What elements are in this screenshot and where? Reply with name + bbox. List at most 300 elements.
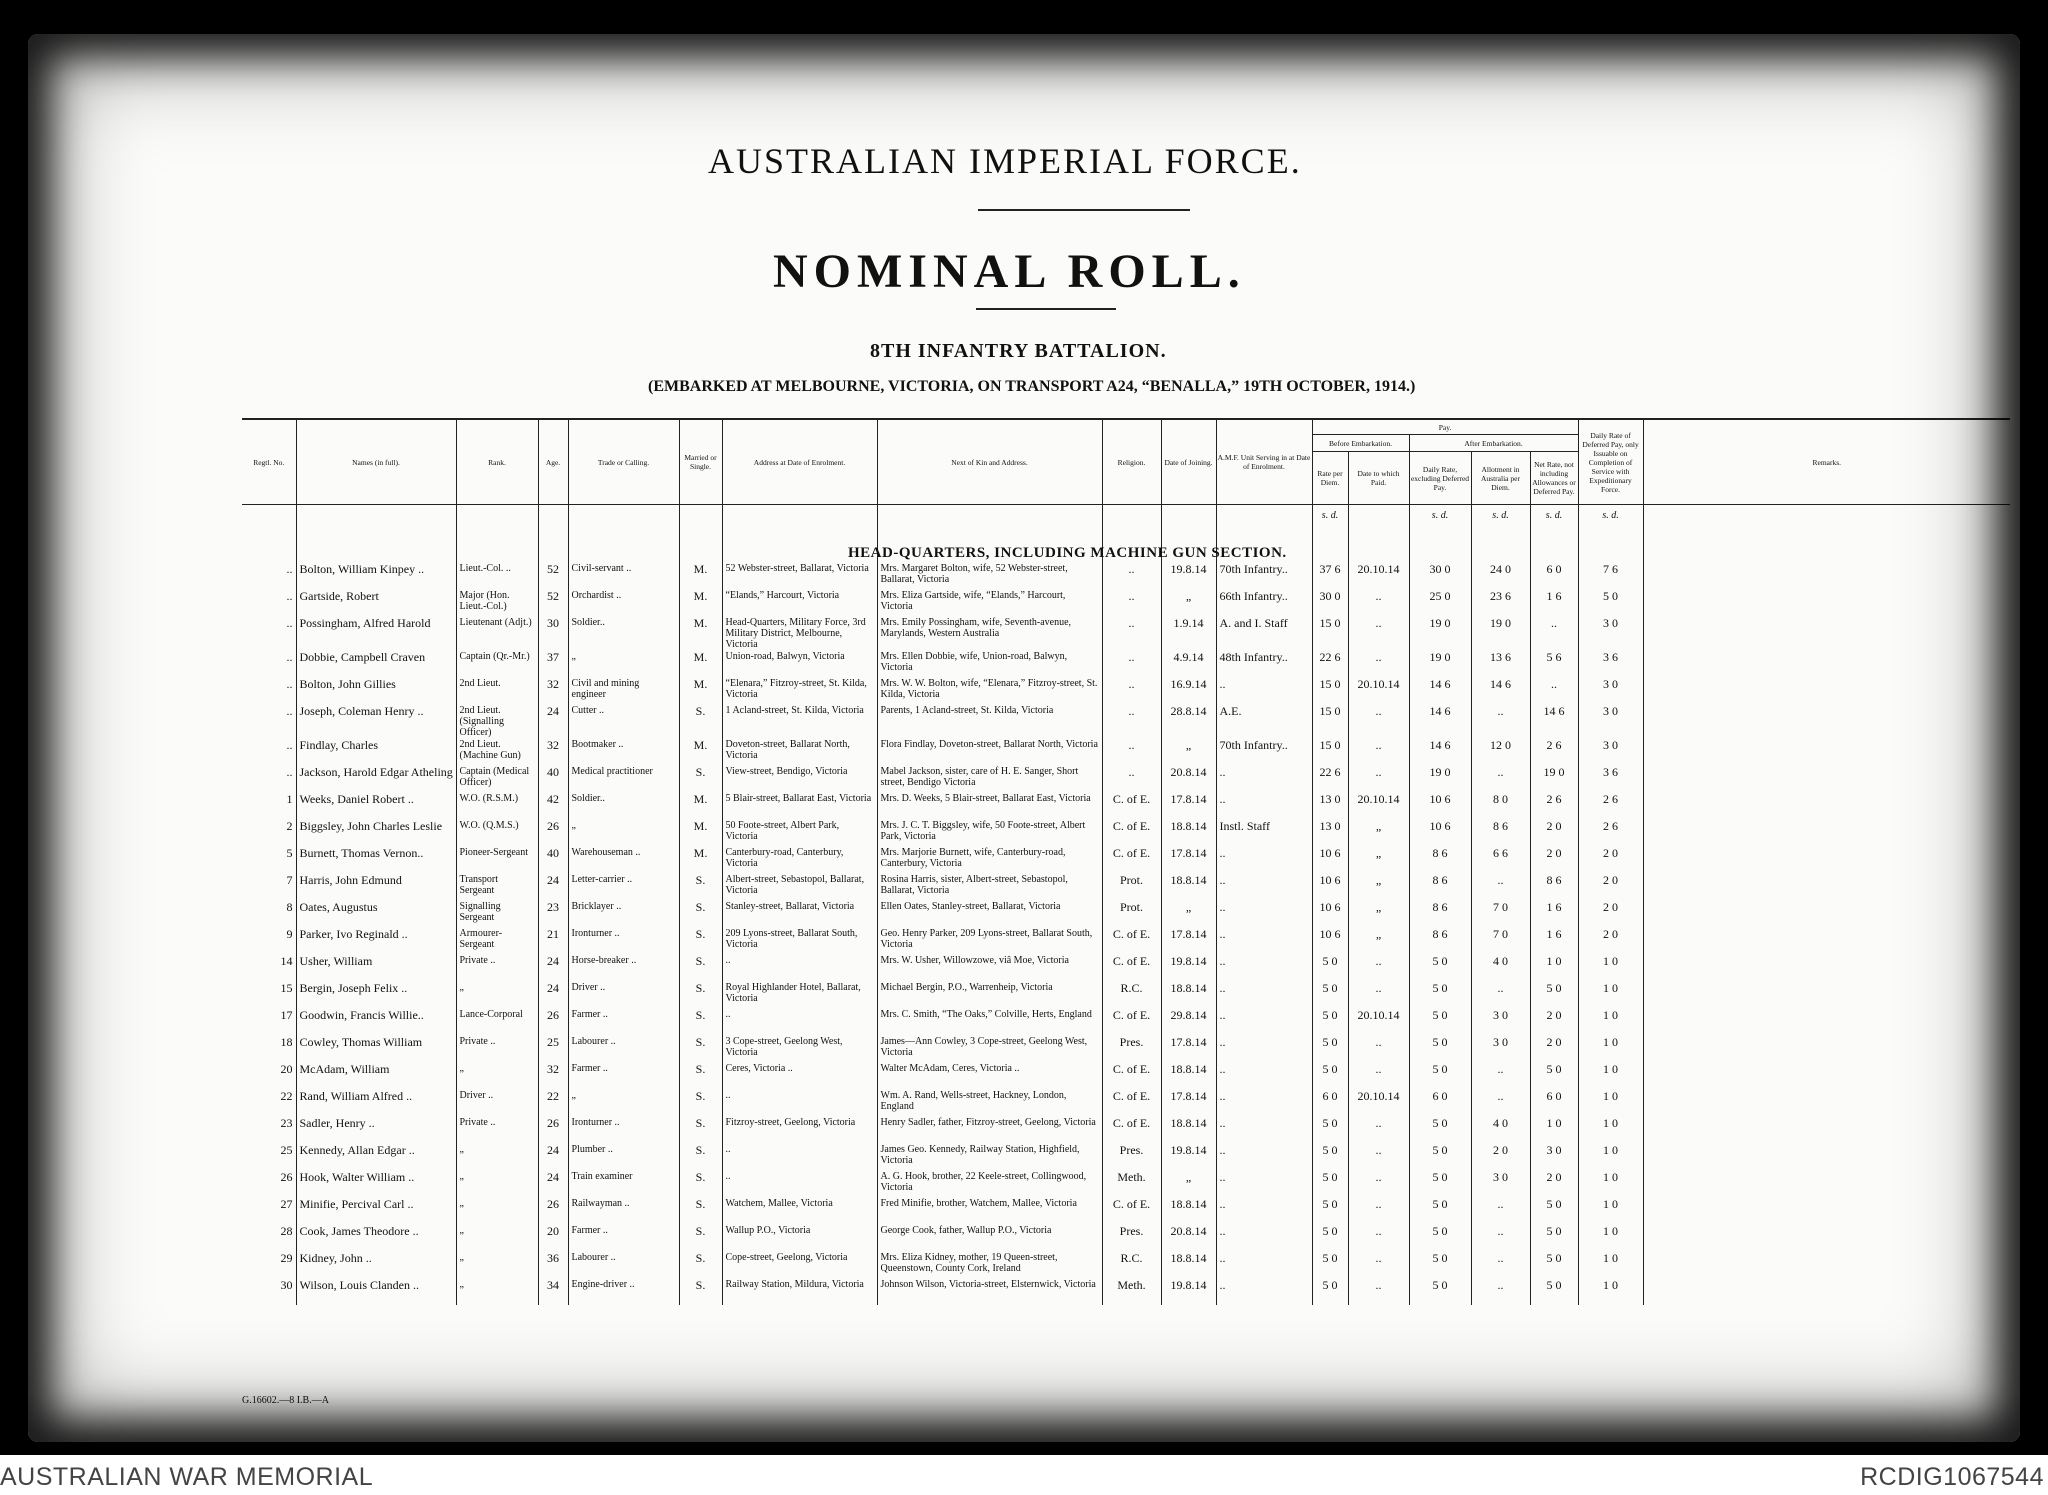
cell-rank: „ xyxy=(456,1197,538,1224)
cell-rate: 10 6 xyxy=(1312,927,1348,954)
cell-daily: 8 6 xyxy=(1409,873,1471,900)
cell-address: .. xyxy=(722,954,877,981)
table-row xyxy=(242,650,2010,677)
cell-remarks xyxy=(1643,1224,2010,1251)
table-row xyxy=(242,1143,2010,1170)
cell-name: McAdam, William xyxy=(296,1062,456,1089)
cell-remarks xyxy=(1643,1062,2010,1089)
cell-trade: Cutter .. xyxy=(568,704,679,738)
cell-allot: 12 0 xyxy=(1471,738,1530,765)
cell-allot: 6 6 xyxy=(1471,846,1530,873)
cell-address: “Elenara,” Fitzroy-street, St. Kilda, Victoria xyxy=(722,677,877,704)
cell-remarks xyxy=(1643,1278,2010,1305)
cell-unit: .. xyxy=(1216,900,1312,927)
cell-def: 5 0 xyxy=(1578,589,1643,616)
cell-paid: „ xyxy=(1348,927,1409,954)
cell-daily: 5 0 xyxy=(1409,1197,1471,1224)
cell-net: 5 0 xyxy=(1530,1062,1578,1089)
cell-no: .. xyxy=(286,562,293,576)
cell-remarks xyxy=(1643,1197,2010,1224)
cell-paid: 20.10.14 xyxy=(1348,1089,1409,1116)
cell-paid: .. xyxy=(1348,1116,1409,1143)
cell-paid: .. xyxy=(1348,1224,1409,1251)
cell-def: 1 0 xyxy=(1578,1251,1643,1278)
table-row xyxy=(242,765,2010,792)
cell-rel: .. xyxy=(1102,677,1161,704)
cell-trade: Labourer .. xyxy=(568,1035,679,1062)
col-rank: Rank. xyxy=(456,419,538,505)
cell-name: Harris, John Edmund xyxy=(296,873,456,900)
cell-net: 1 6 xyxy=(1530,900,1578,927)
cell-daily: 5 0 xyxy=(1409,981,1471,1008)
cell-allot: 4 0 xyxy=(1471,954,1530,981)
cell-daily: 10 6 xyxy=(1409,819,1471,846)
cell-trade: Bricklayer .. xyxy=(568,900,679,927)
cell-rel: C. of E. xyxy=(1102,846,1161,873)
cell-def: 1 0 xyxy=(1578,1116,1643,1143)
cell-net: 2 6 xyxy=(1530,792,1578,819)
cell-rank: Private .. xyxy=(456,954,538,981)
cell-allot: 2 0 xyxy=(1471,1143,1530,1170)
cell-net: 2 0 xyxy=(1530,819,1578,846)
table-row xyxy=(242,677,2010,704)
cell-daily: 5 0 xyxy=(1409,1224,1471,1251)
cell-ms: M. xyxy=(679,738,722,765)
cell-rel: C. of E. xyxy=(1102,819,1161,846)
cell-allot: 3 0 xyxy=(1471,1008,1530,1035)
cell-def: 1 0 xyxy=(1578,1224,1643,1251)
cell-trade: Farmer .. xyxy=(568,1008,679,1035)
cell-rel: .. xyxy=(1102,562,1161,589)
cell-net: 6 0 xyxy=(1530,1089,1578,1116)
cell-trade: Farmer .. xyxy=(568,1062,679,1089)
cell-remarks xyxy=(1643,1251,2010,1278)
cell-rate: 6 0 xyxy=(1312,1089,1348,1116)
cell-name: Bergin, Joseph Felix .. xyxy=(296,981,456,1008)
cell-unit: .. xyxy=(1216,1035,1312,1062)
cell-joined: 17.8.14 xyxy=(1161,1089,1216,1116)
table-row xyxy=(242,1251,2010,1278)
cell-name: Parker, Ivo Reginald .. xyxy=(296,927,456,954)
cell-kin: Fred Minifie, brother, Watchem, Mallee, Victoria xyxy=(877,1197,1102,1224)
cell-allot: .. xyxy=(1471,981,1530,1008)
cell-rate: 13 0 xyxy=(1312,792,1348,819)
footer-reference: RCDIG1067544 xyxy=(1860,1463,2044,1491)
cell-paid: .. xyxy=(1348,704,1409,738)
cell-rank: Private .. xyxy=(456,1116,538,1143)
cell-name: Weeks, Daniel Robert .. xyxy=(296,792,456,819)
cell-net: 8 6 xyxy=(1530,873,1578,900)
cell-age: 21 xyxy=(538,927,568,954)
cell-daily: 5 0 xyxy=(1409,1143,1471,1170)
cell-address: View-street, Bendigo, Victoria xyxy=(722,765,877,792)
cell-rel: .. xyxy=(1102,765,1161,792)
cell-ms: S. xyxy=(679,1089,722,1116)
cell-trade: Driver .. xyxy=(568,981,679,1008)
table-row xyxy=(242,1062,2010,1089)
cell-rank: Transport Sergeant xyxy=(456,873,538,900)
cell-rate: 15 0 xyxy=(1312,616,1348,650)
cell-no: 5 xyxy=(286,846,293,860)
table-row xyxy=(242,589,2010,616)
cell-def: 1 0 xyxy=(1578,1143,1643,1170)
cell-kin: Johnson Wilson, Victoria-street, Elsternwick, Victoria xyxy=(877,1278,1102,1305)
cell-age: 22 xyxy=(538,1089,568,1116)
cell-ms: S. xyxy=(679,1062,722,1089)
table-row xyxy=(242,981,2010,1008)
cell-name: Kennedy, Allan Edgar .. xyxy=(296,1143,456,1170)
cell-remarks xyxy=(1643,873,2010,900)
cell-rel: C. of E. xyxy=(1102,1089,1161,1116)
cell-paid: .. xyxy=(1348,1278,1409,1305)
cell-joined: „ xyxy=(1161,738,1216,765)
cell-daily: 14 6 xyxy=(1409,677,1471,704)
cell-daily: 5 0 xyxy=(1409,1116,1471,1143)
cell-name: Bolton, John Gillies xyxy=(296,677,456,704)
cell-age: 32 xyxy=(538,1062,568,1089)
cell-paid: .. xyxy=(1348,650,1409,677)
table-row xyxy=(242,738,2010,765)
cell-unit: .. xyxy=(1216,954,1312,981)
cell-rank: „ xyxy=(456,1278,538,1305)
cell-kin: Mrs. W. W. Bolton, wife, “Elenara,” Fitzroy-street, St. Kilda, Victoria xyxy=(877,677,1102,704)
cell-rate: 22 6 xyxy=(1312,765,1348,792)
cell-daily: 5 0 xyxy=(1409,1251,1471,1278)
cell-kin: Mrs. W. Usher, Willowzowe, viâ Moe, Victoria xyxy=(877,954,1102,981)
cell-age: 26 xyxy=(538,1116,568,1143)
cell-net: 2 6 xyxy=(1530,738,1578,765)
cell-rank: Captain (Qr.-Mr.) xyxy=(456,650,538,677)
cell-rate: 15 0 xyxy=(1312,738,1348,765)
cell-name: Jackson, Harold Edgar Atheling xyxy=(296,765,456,792)
cell-daily: 14 6 xyxy=(1409,704,1471,738)
col-date-joining: Date of Joining. xyxy=(1161,419,1216,505)
cell-allot: .. xyxy=(1471,1224,1530,1251)
cell-kin: Mrs. Margaret Bolton, wife, 52 Webster-street, Ballarat, Victoria xyxy=(877,562,1102,589)
cell-age: 20 xyxy=(538,1224,568,1251)
cell-ms: M. xyxy=(679,589,722,616)
cell-joined: 16.9.14 xyxy=(1161,677,1216,704)
cell-remarks xyxy=(1643,677,2010,704)
cell-ms: M. xyxy=(679,562,722,589)
cell-kin: Mrs. Eliza Kidney, mother, 19 Queen-street, Queenstown, County Cork, Ireland xyxy=(877,1251,1102,1278)
cell-paid: „ xyxy=(1348,846,1409,873)
cell-kin: Mabel Jackson, sister, care of H. E. Sanger, Short street, Bendigo Victoria xyxy=(877,765,1102,792)
cell-ms: M. xyxy=(679,792,722,819)
cell-joined: 19.8.14 xyxy=(1161,1143,1216,1170)
cell-joined: 20.8.14 xyxy=(1161,765,1216,792)
cell-kin: Parents, 1 Acland-street, St. Kilda, Victoria xyxy=(877,704,1102,738)
table-row xyxy=(242,954,2010,981)
print-code: G.16602.—8 I.B.—A xyxy=(242,1395,329,1406)
table-row xyxy=(242,1278,2010,1305)
cell-daily: 8 6 xyxy=(1409,900,1471,927)
cell-no: .. xyxy=(286,704,293,718)
cell-joined: 28.8.14 xyxy=(1161,704,1216,738)
cell-daily: 10 6 xyxy=(1409,792,1471,819)
cell-ms: S. xyxy=(679,1197,722,1224)
cell-net: 1 6 xyxy=(1530,589,1578,616)
table-header xyxy=(242,419,2010,525)
cell-joined: 18.8.14 xyxy=(1161,873,1216,900)
table-row xyxy=(242,562,2010,589)
cell-no: 7 xyxy=(286,873,293,887)
cell-name: Sadler, Henry .. xyxy=(296,1116,456,1143)
cell-kin: Ellen Oates, Stanley-street, Ballarat, Victoria xyxy=(877,900,1102,927)
cell-ms: S. xyxy=(679,1278,722,1305)
cell-trade: „ xyxy=(568,819,679,846)
cell-rank: Lance-Corporal xyxy=(456,1008,538,1035)
cell-name: Kidney, John .. xyxy=(296,1251,456,1278)
cell-trade: Horse-breaker .. xyxy=(568,954,679,981)
cell-age: 26 xyxy=(538,819,568,846)
cell-unit: 70th Infantry.. xyxy=(1216,738,1312,765)
cell-rate: 10 6 xyxy=(1312,846,1348,873)
cell-rate: 5 0 xyxy=(1312,1143,1348,1170)
col-rate-per-diem: Rate per Diem. xyxy=(1312,452,1348,505)
cell-paid: .. xyxy=(1348,616,1409,650)
cell-def: 2 0 xyxy=(1578,846,1643,873)
cell-address: Railway Station, Mildura, Victoria xyxy=(722,1278,877,1305)
cell-ms: S. xyxy=(679,704,722,738)
cell-rel: Meth. xyxy=(1102,1170,1161,1197)
title-divider xyxy=(978,209,1190,211)
cell-ms: S. xyxy=(679,873,722,900)
cell-rank: Private .. xyxy=(456,1035,538,1062)
cell-age: 32 xyxy=(538,738,568,765)
cell-joined: „ xyxy=(1161,1170,1216,1197)
cell-address: Watchem, Mallee, Victoria xyxy=(722,1197,877,1224)
cell-net: 2 0 xyxy=(1530,1170,1578,1197)
cell-name: Biggsley, John Charles Leslie xyxy=(296,819,456,846)
cell-trade: „ xyxy=(568,650,679,677)
cell-age: 32 xyxy=(538,677,568,704)
cell-ms: M. xyxy=(679,846,722,873)
cell-daily: 19 0 xyxy=(1409,616,1471,650)
footer-bar xyxy=(0,1455,2048,1495)
cell-rank: „ xyxy=(456,981,538,1008)
table-row xyxy=(242,819,2010,846)
cell-rank: 2nd Lieut. (Signalling Officer) xyxy=(456,704,538,738)
document-page xyxy=(28,34,2020,1442)
col-after-embarkation: After Embarkation. xyxy=(1409,435,1578,452)
table-row xyxy=(242,1170,2010,1197)
cell-net: 2 0 xyxy=(1530,1008,1578,1035)
cell-trade: „ xyxy=(568,1089,679,1116)
col-daily-rate: Daily Rate, excluding Deferred Pay. xyxy=(1409,452,1471,505)
cell-kin: Mrs. Emily Possingham, wife, Seventh-avenue, Marylands, Western Australia xyxy=(877,616,1102,650)
cell-no: .. xyxy=(286,677,293,691)
cell-rate: 13 0 xyxy=(1312,819,1348,846)
cell-daily: 5 0 xyxy=(1409,1035,1471,1062)
cell-remarks xyxy=(1643,927,2010,954)
cell-joined: 17.8.14 xyxy=(1161,927,1216,954)
cell-age: 37 xyxy=(538,650,568,677)
cell-allot: 19 0 xyxy=(1471,616,1530,650)
cell-trade: Civil and mining engineer xyxy=(568,677,679,704)
unit-heading: 8TH INFANTRY BATTALION. xyxy=(870,340,1167,362)
cell-net: 6 0 xyxy=(1530,562,1578,589)
table-row xyxy=(242,873,2010,900)
table-row xyxy=(242,1116,2010,1143)
cell-age: 26 xyxy=(538,1197,568,1224)
cell-trade: Ironturner .. xyxy=(568,1116,679,1143)
cell-paid: .. xyxy=(1348,981,1409,1008)
cell-rank: Major (Hon. Lieut.-Col.) xyxy=(456,589,538,616)
cell-kin: Flora Findlay, Doveton-street, Ballarat North, Victoria xyxy=(877,738,1102,765)
cell-name: Usher, William xyxy=(296,954,456,981)
cell-unit: .. xyxy=(1216,1143,1312,1170)
cell-no: 22 xyxy=(280,1089,293,1103)
cell-joined: 17.8.14 xyxy=(1161,846,1216,873)
cell-paid: .. xyxy=(1348,1062,1409,1089)
cell-address: 209 Lyons-street, Ballarat South, Victoria xyxy=(722,927,877,954)
cell-no: 9 xyxy=(286,927,293,941)
table-body xyxy=(242,525,2010,1305)
cell-rel: C. of E. xyxy=(1102,954,1161,981)
cell-def: 3 0 xyxy=(1578,677,1643,704)
cell-address: .. xyxy=(722,1089,877,1116)
cell-rank: 2nd Lieut. (Machine Gun) xyxy=(456,738,538,765)
cell-trade: Plumber .. xyxy=(568,1143,679,1170)
cell-def: 3 0 xyxy=(1578,616,1643,650)
cell-rank: „ xyxy=(456,1062,538,1089)
unit-sd: s. d. xyxy=(1312,505,1348,526)
cell-ms: S. xyxy=(679,765,722,792)
cell-unit: A. and I. Staff xyxy=(1216,616,1312,650)
cell-age: 26 xyxy=(538,1008,568,1035)
cell-allot: .. xyxy=(1471,1278,1530,1305)
document-subtitle: NOMINAL ROLL. xyxy=(773,245,1246,298)
cell-age: 36 xyxy=(538,1251,568,1278)
cell-paid: .. xyxy=(1348,1143,1409,1170)
unit-sd: s. d. xyxy=(1530,505,1578,526)
cell-rank: Lieut.-Col. .. xyxy=(456,562,538,589)
unit-sd: s. d. xyxy=(1578,505,1643,526)
cell-age: 42 xyxy=(538,792,568,819)
cell-rel: Prot. xyxy=(1102,900,1161,927)
cell-paid: 20.10.14 xyxy=(1348,562,1409,589)
cell-remarks xyxy=(1643,616,2010,650)
cell-def: 3 0 xyxy=(1578,704,1643,738)
cell-rel: C. of E. xyxy=(1102,1197,1161,1224)
cell-joined: 18.8.14 xyxy=(1161,1197,1216,1224)
cell-no: .. xyxy=(286,650,293,664)
cell-rank: Armourer-Sergeant xyxy=(456,927,538,954)
cell-rate: 5 0 xyxy=(1312,1251,1348,1278)
cell-def: 2 0 xyxy=(1578,900,1643,927)
cell-def: 1 0 xyxy=(1578,954,1643,981)
cell-joined: 20.8.14 xyxy=(1161,1224,1216,1251)
cell-rate: 5 0 xyxy=(1312,1197,1348,1224)
cell-no: 27 xyxy=(280,1197,293,1211)
cell-trade: Orchardist .. xyxy=(568,589,679,616)
col-allotment: Allotment in Australia per Diem. xyxy=(1471,452,1530,505)
cell-net: 3 0 xyxy=(1530,1143,1578,1170)
cell-allot: .. xyxy=(1471,1089,1530,1116)
cell-paid: .. xyxy=(1348,765,1409,792)
col-address: Address at Date of Enrolment. xyxy=(722,419,877,505)
cell-joined: 29.8.14 xyxy=(1161,1008,1216,1035)
cell-no: 1 xyxy=(286,792,293,806)
col-next-of-kin: Next of Kin and Address. xyxy=(877,419,1102,505)
cell-name: Wilson, Louis Clanden .. xyxy=(296,1278,456,1305)
cell-rel: C. of E. xyxy=(1102,927,1161,954)
cell-rel: .. xyxy=(1102,704,1161,738)
cell-rel: C. of E. xyxy=(1102,1062,1161,1089)
cell-allot: 3 0 xyxy=(1471,1035,1530,1062)
cell-name: Findlay, Charles xyxy=(296,738,456,765)
cell-def: 2 0 xyxy=(1578,873,1643,900)
cell-address: Doveton-street, Ballarat North, Victoria xyxy=(722,738,877,765)
cell-ms: S. xyxy=(679,1224,722,1251)
table-row xyxy=(242,1224,2010,1251)
cell-no: 23 xyxy=(280,1116,293,1130)
cell-remarks xyxy=(1643,765,2010,792)
col-date-paid: Date to which Paid. xyxy=(1348,452,1409,505)
cell-def: 2 6 xyxy=(1578,819,1643,846)
cell-remarks xyxy=(1643,704,2010,738)
cell-def: 1 0 xyxy=(1578,1035,1643,1062)
cell-address: 1 Acland-street, St. Kilda, Victoria xyxy=(722,704,877,738)
col-married: Married or Single. xyxy=(679,419,722,505)
cell-remarks xyxy=(1643,1089,2010,1116)
cell-paid: „ xyxy=(1348,900,1409,927)
cell-rate: 10 6 xyxy=(1312,900,1348,927)
table-row xyxy=(242,846,2010,873)
cell-remarks xyxy=(1643,589,2010,616)
cell-remarks xyxy=(1643,1035,2010,1062)
cell-address: .. xyxy=(722,1170,877,1197)
cell-kin: Walter McAdam, Ceres, Victoria .. xyxy=(877,1062,1102,1089)
cell-remarks xyxy=(1643,981,2010,1008)
cell-name: Rand, William Alfred .. xyxy=(296,1089,456,1116)
cell-rate: 15 0 xyxy=(1312,677,1348,704)
cell-no: 18 xyxy=(280,1035,293,1049)
cell-address: 52 Webster-street, Ballarat, Victoria xyxy=(722,562,877,589)
cell-remarks xyxy=(1643,1170,2010,1197)
cell-net: 5 6 xyxy=(1530,650,1578,677)
cell-rank: 2nd Lieut. xyxy=(456,677,538,704)
table-row xyxy=(242,1089,2010,1116)
col-pay: Pay. xyxy=(1312,419,1578,435)
cell-unit: .. xyxy=(1216,792,1312,819)
cell-unit: .. xyxy=(1216,1278,1312,1305)
cell-def: 1 0 xyxy=(1578,1197,1643,1224)
cell-no: 2 xyxy=(286,819,293,833)
cell-address: Ceres, Victoria .. xyxy=(722,1062,877,1089)
cell-unit: .. xyxy=(1216,846,1312,873)
cell-joined: 19.8.14 xyxy=(1161,562,1216,589)
cell-age: 23 xyxy=(538,900,568,927)
cell-address: Albert-street, Sebastopol, Ballarat, Victoria xyxy=(722,873,877,900)
cell-allot: .. xyxy=(1471,765,1530,792)
cell-rate: 5 0 xyxy=(1312,981,1348,1008)
cell-unit: Instl. Staff xyxy=(1216,819,1312,846)
cell-rel: C. of E. xyxy=(1102,1116,1161,1143)
cell-no: 17 xyxy=(280,1008,293,1022)
cell-age: 24 xyxy=(538,954,568,981)
cell-address: Royal Highlander Hotel, Ballarat, Victoria xyxy=(722,981,877,1008)
cell-age: 24 xyxy=(538,1143,568,1170)
cell-net: 14 6 xyxy=(1530,704,1578,738)
cell-def: 1 0 xyxy=(1578,1008,1643,1035)
cell-address: 5 Blair-street, Ballarat East, Victoria xyxy=(722,792,877,819)
cell-remarks xyxy=(1643,819,2010,846)
cell-address: Wallup P.O., Victoria xyxy=(722,1224,877,1251)
cell-allot: 13 6 xyxy=(1471,650,1530,677)
cell-ms: S. xyxy=(679,1251,722,1278)
